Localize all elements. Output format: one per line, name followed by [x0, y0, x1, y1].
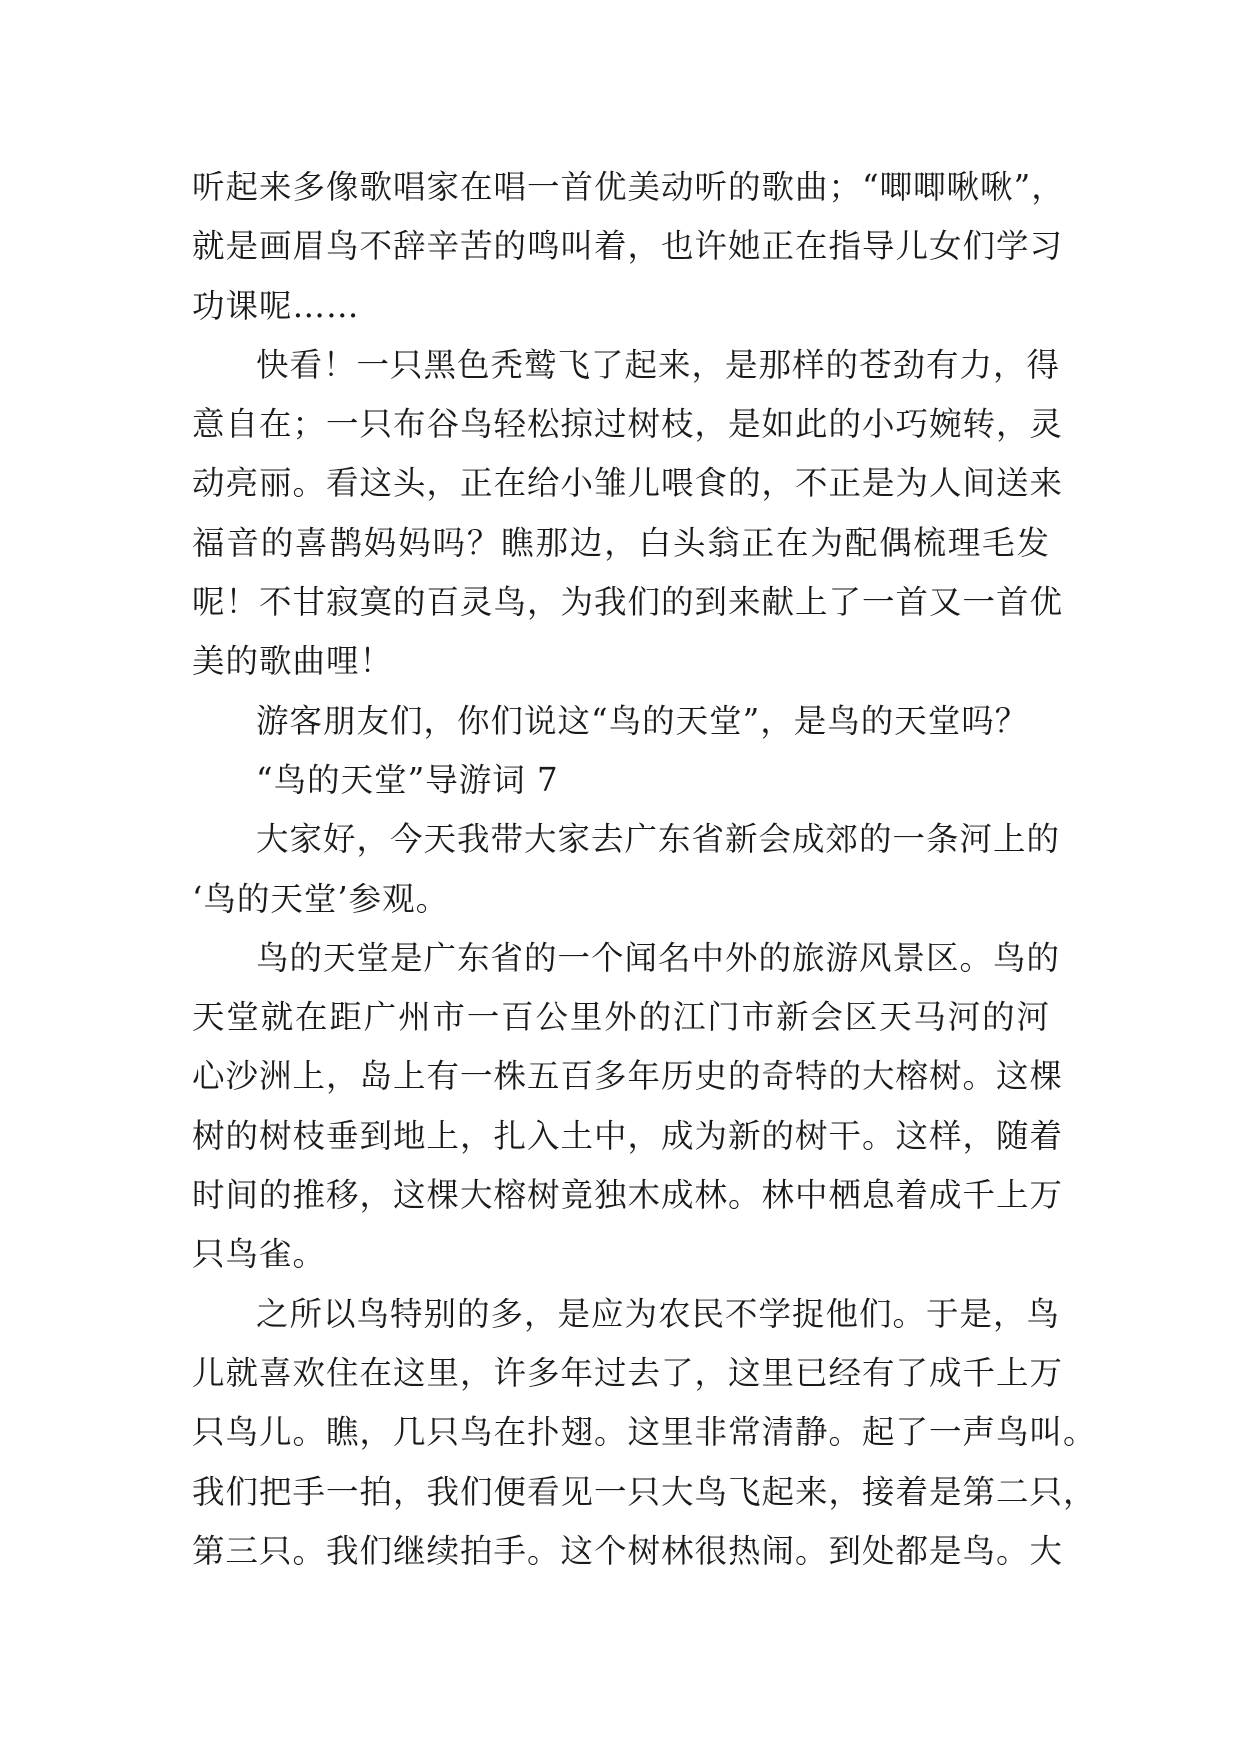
text-line: 时间的推移，这棵大榕树竟独木成林。林中栖息着成千上万 — [192, 1176, 1064, 1215]
text-line: 就是画眉鸟不辞辛苦的鸣叫着，也许她正在指导儿女们学习 — [192, 227, 1064, 266]
text-line: 动亮丽。看这头，正在给小雏儿喂食的，不正是为人间送来 — [192, 464, 1064, 503]
text-line: 美的歌曲哩！ — [192, 642, 394, 681]
text-line: 树的树枝垂到地上，扎入土中，成为新的树干。这样，随着 — [192, 1116, 1064, 1155]
paragraph-start-line: 快看！一只黑色秃鹫飞了起来，是那样的苍劲有力，得 — [256, 345, 1061, 384]
paragraph-start-line: 鸟的天堂是广东省的一个闻名中外的旅游风景区。鸟的 — [256, 938, 1061, 977]
text-line: 听起来多像歌唱家在唱一首优美动听的歌曲；“唧唧啾啾”， — [192, 168, 1065, 206]
paragraph-start-line: 游客朋友们，你们说这“鸟的天堂”，是鸟的天堂吗？ — [256, 701, 1029, 740]
text-line: 福音的喜鹊妈妈吗？瞧那边，白头翁正在为配偶梳理毛发 — [192, 523, 1050, 562]
text-line: 只鸟儿。瞧，几只鸟在扑翅。这里非常清静。起了一声鸟叫。 — [192, 1413, 1097, 1452]
text-line: 天堂就在距广州市一百公里外的江门市新会区天马河的河 — [192, 998, 1050, 1037]
text-line: 呢！不甘寂寞的百灵鸟，为我们的到来献上了一首又一首优 — [192, 583, 1064, 622]
section-heading: “鸟的天堂”导游词 7 — [256, 760, 559, 799]
paragraph-start-line: 之所以鸟特别的多，是应为农民不学捉他们。于是，鸟 — [256, 1294, 1061, 1333]
text-line: ‘鸟的天堂’参观。 — [192, 879, 450, 918]
text-line: 只鸟雀。 — [192, 1235, 327, 1274]
text-line: 功课呢…… — [192, 286, 360, 325]
paragraph-start-line: 大家好，今天我带大家去广东省新会成郊的一条河上的 — [256, 820, 1061, 859]
text-line: 儿就喜欢住在这里，许多年过去了，这里已经有了成千上万 — [192, 1353, 1064, 1392]
text-line: 第三只。我们继续拍手。这个树林很热闹。到处都是鸟。大 — [192, 1531, 1064, 1570]
text-line: 我们把手一拍，我们便看见一只大鸟飞起来，接着是第二只， — [192, 1472, 1097, 1511]
body-text — [192, 158, 1097, 1581]
text-line: 意自在；一只布谷鸟轻松掠过树枝，是如此的小巧婉转，灵 — [192, 405, 1064, 444]
text-line: 心沙洲上，岛上有一株五百多年历史的奇特的大榕树。这棵 — [192, 1057, 1064, 1096]
